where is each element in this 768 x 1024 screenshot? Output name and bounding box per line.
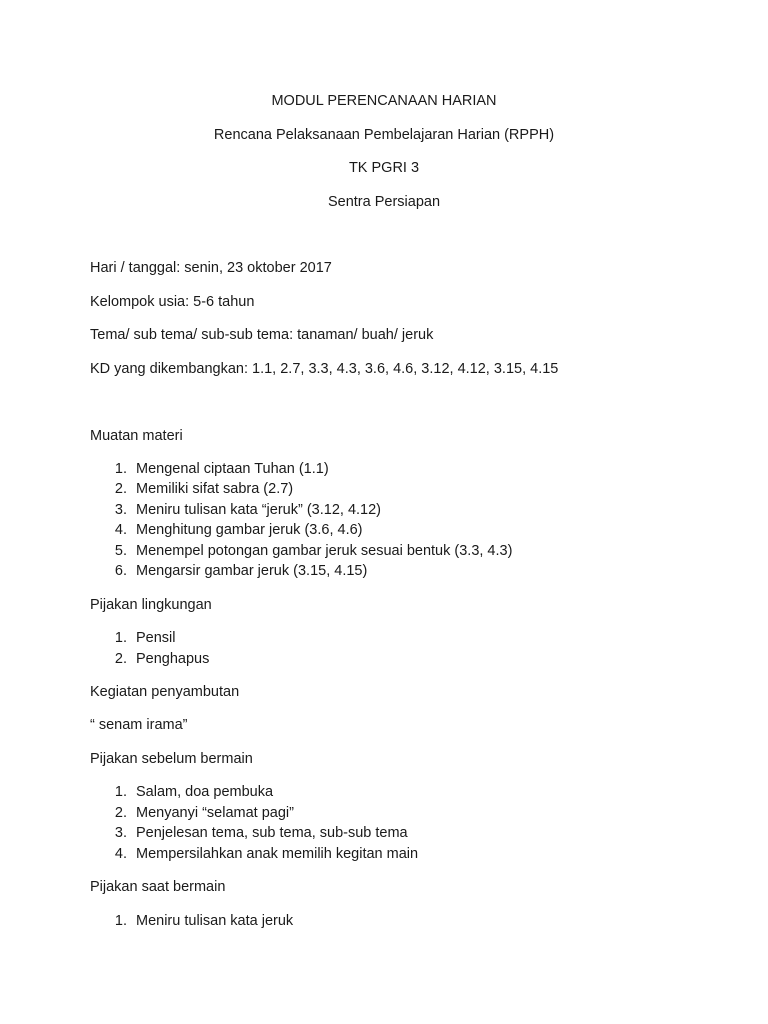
list-number: 4. [114, 522, 127, 538]
list-number: 1. [114, 784, 127, 800]
list-number: 3. [114, 502, 127, 518]
list-text: Penjelesan tema, sub tema, sub-sub tema [136, 825, 408, 841]
centre-name: Sentra Persiapan [327, 194, 441, 210]
list-text: Meniru tulisan kata jeruk [136, 913, 294, 929]
list-text: Menyanyi “selamat pagi” [136, 805, 294, 821]
document-title: MODUL PERENCANAAN HARIAN [271, 93, 497, 109]
kegiatan-heading: Kegiatan penyambutan [90, 684, 240, 700]
list-text: Memiliki sifat sabra (2.7) [136, 481, 294, 497]
list-number: 2. [114, 805, 127, 821]
list-number: 2. [114, 481, 127, 497]
list-text: Mengenal ciptaan Tuhan (1.1) [136, 461, 329, 477]
list-number: 3. [114, 825, 127, 841]
pijakan-saat-heading: Pijakan saat bermain [90, 879, 226, 895]
date-line: Hari / tanggal: senin, 23 oktober 2017 [90, 260, 332, 276]
list-text: Meniru tulisan kata “jeruk” (3.12, 4.12) [136, 502, 381, 518]
list-number: 1. [114, 630, 127, 646]
list-number: 4. [114, 846, 127, 862]
kd-line: KD yang dikembangkan: 1.1, 2.7, 3.3, 4.3, 3.6, 4.6, 3.12, 4.12, 3.15, 4.15 [90, 361, 559, 377]
list-number: 2. [114, 651, 127, 667]
list-number: 6. [114, 563, 127, 579]
kegiatan-text: “ senam irama” [90, 717, 188, 733]
list-number: 5. [114, 543, 127, 559]
muatan-heading: Muatan materi [90, 428, 183, 444]
age-group-line: Kelompok usia: 5-6 tahun [90, 294, 255, 310]
list-number: 1. [114, 913, 127, 929]
theme-line: Tema/ sub tema/ sub-sub tema: tanaman/ buah/ jeruk [90, 327, 434, 343]
list-text: Penghapus [136, 651, 210, 667]
list-text: Pensil [136, 630, 176, 646]
document-subtitle: Rencana Pelaksanaan Pembelajaran Harian (RPPH) [213, 127, 555, 143]
list-text: Salam, doa pembuka [136, 784, 274, 800]
list-text: Menghitung gambar jeruk (3.6, 4.6) [136, 522, 363, 538]
school-name: TK PGRI 3 [348, 160, 420, 176]
list-number: 1. [114, 461, 127, 477]
pijakan-sebelum-heading: Pijakan sebelum bermain [90, 751, 253, 767]
list-text: Mempersilahkan anak memilih kegitan main [136, 846, 419, 862]
pijakan-lingkungan-heading: Pijakan lingkungan [90, 597, 212, 613]
list-text: Mengarsir gambar jeruk (3.15, 4.15) [136, 563, 368, 579]
list-text: Menempel potongan gambar jeruk sesuai bentuk (3.3, 4.3) [136, 543, 513, 559]
